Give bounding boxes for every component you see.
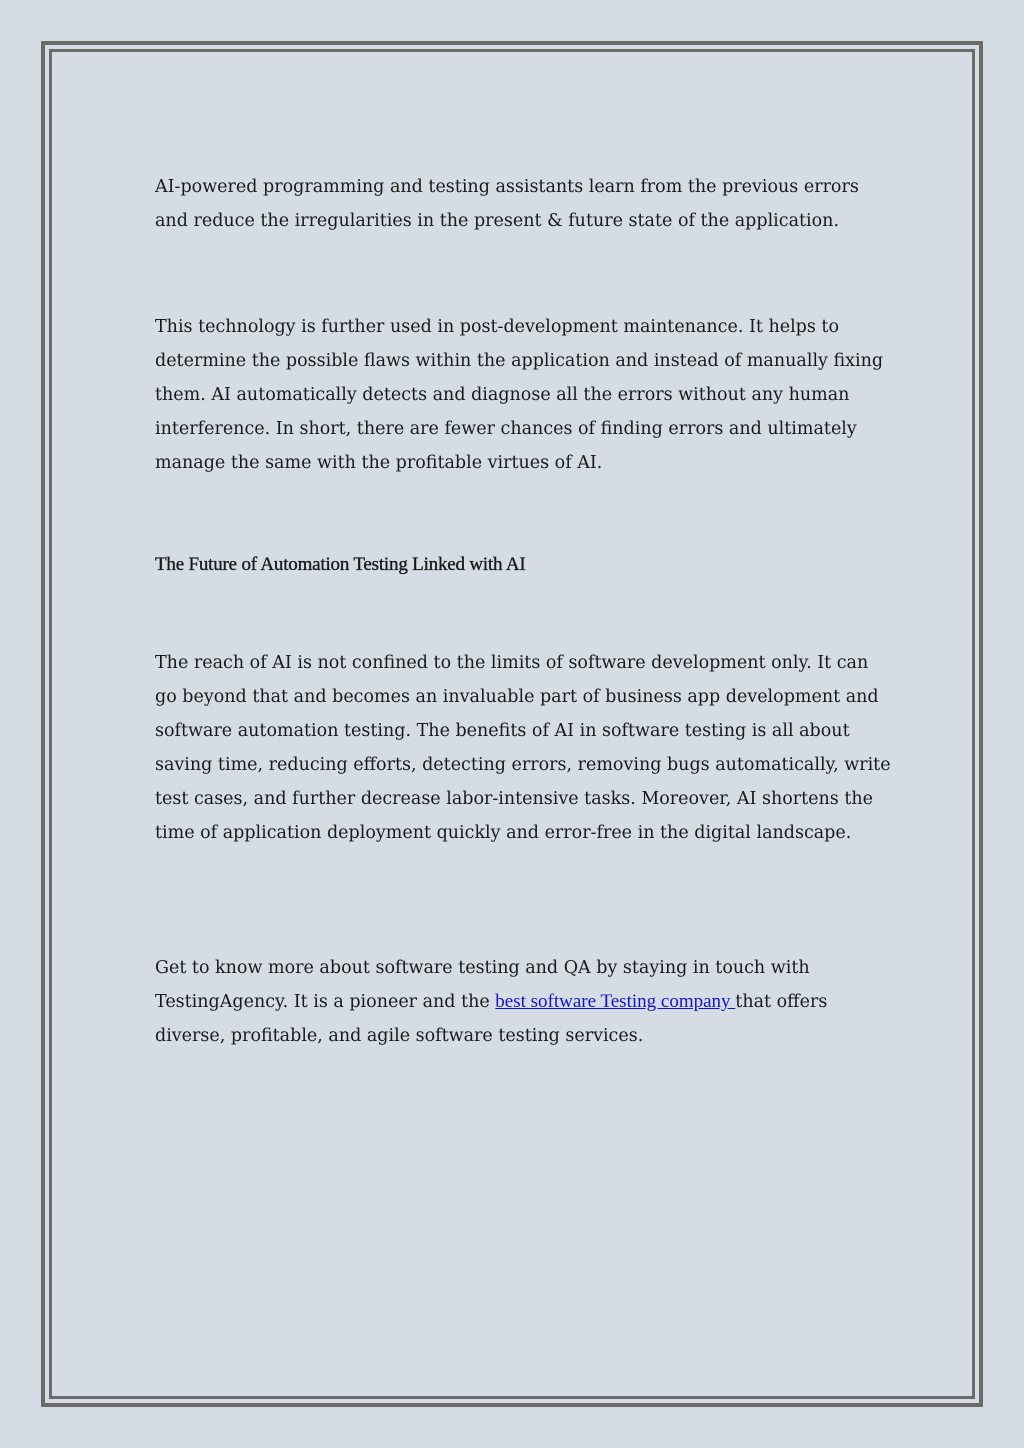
paragraph-get-to-know-end: that offers diverse, profitable, and agile software testing services. [155, 992, 828, 1046]
document-body [155, 170, 895, 1046]
paragraph-post-development: This technology is further used in post-development maintenance. It helps to determine the possible flaws within the application and instead of manually fixing them. AI automatically detects and diagnose all the errors without any human interference. In short, there are fewer chances of finding errors and ultimately manage the same with the profitable virtues of AI. [155, 317, 884, 473]
paragraph-reach-of-ai: The reach of AI is not confined to the limits of software development only. It can go beyond that and becomes an invaluable part of business app development and software automation testing. The benefits of AI in software testing is all about saving time, reducing efforts, detecting errors, removing bugs automatically, write test cases, and further decrease labor-intensive tasks. Moreover, AI shortens the time of application deployment quickly and error-free in the digital landscape. [155, 653, 891, 843]
section-heading: The Future of Automation Testing Linked with AI [155, 554, 526, 575]
paragraph-get-to-know-start: Get to know more about software testing and QA by staying in touch with TestingAgency. It is a pioneer and the [155, 958, 810, 1012]
best-software-testing-company-link[interactable]: best software Testing company [495, 991, 736, 1012]
paragraph-ai-assistants: AI-powered programming and testing assistants learn from the previous errors and reduce the irregularities in the present & future state of the application. [155, 177, 859, 231]
paragraph-get-to-know [155, 951, 895, 1053]
